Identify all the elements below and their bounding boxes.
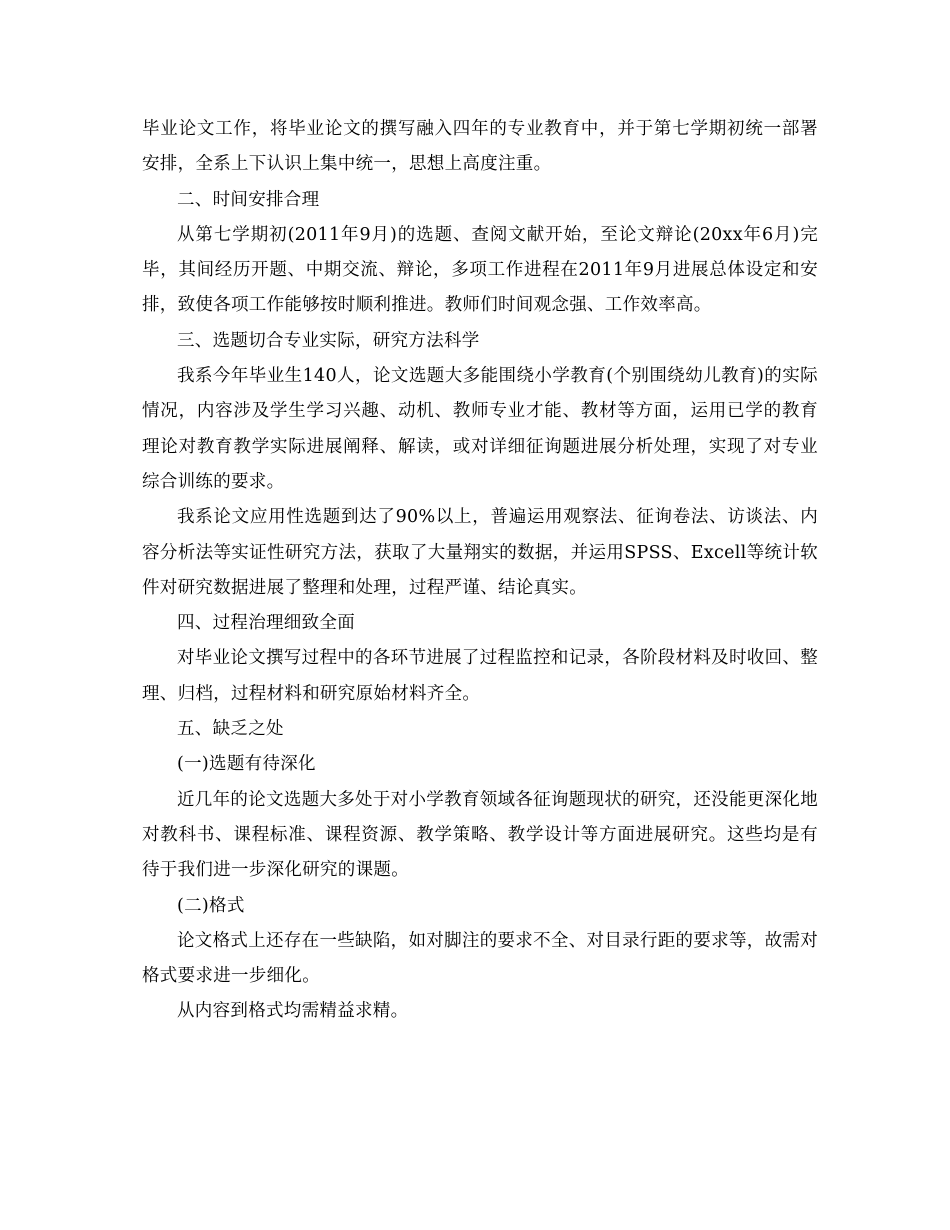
paragraph-time-arrangement: 从第七学期初(2011年9月)的选题、查阅文献开始，至论文辩论(20xx年6月)完毕，其间经历开题、中期交流、辩论，多项工作进程在2011年9月进展总体设定和安排，致使各项工作能够按时顺利推进。教师们时间观念强、工作效率高。 xyxy=(142,224,818,316)
document-body xyxy=(142,112,818,1030)
paragraph-process-management: 对毕业论文撰写过程中的各环节进展了过程监控和记录，各阶段材料及时收回、整理、归档，过程材料和研究原始材料齐全。 xyxy=(142,648,818,704)
section-heading-shortcomings: 五、缺乏之处 xyxy=(177,719,284,740)
subsection-heading-format: (二)格式 xyxy=(177,895,245,916)
paragraph-format: 论文格式上还存在一些缺陷，如对脚注的要求不全、对目录行距的要求等，故需对格式要求进一步细化。 xyxy=(142,930,818,987)
paragraph-topic-deepening: 近几年的论文选题大多处于对小学教育领域各征询题现状的研究，还没能更深化地对教科书、课程标准、课程资源、教学策略、教学设计等方面进展研究。这些均是有待于我们进一步深化研究的课题。 xyxy=(142,789,818,881)
paragraph-intro-continuation: 毕业论文工作，将毕业论文的撰写融入四年的专业教育中，并于第七学期初统一部署安排，全系上下认识上集中统一，思想上高度注重。 xyxy=(142,119,818,175)
section-heading-process-management: 四、过程治理细致全面 xyxy=(177,613,355,634)
section-heading-time-arrangement: 二、时间安排合理 xyxy=(177,189,320,210)
paragraph-topic-selection: 我系今年毕业生140人，论文选题大多能围绕小学教育(个别围绕幼儿教育)的实际情况，内容涉及学生学习兴趣、动机、教师专业才能、教材等方面，运用已学的教育理论对教育教学实际进展阐释、解读，或对详细征询题进展分析处理，实现了对专业综合训练的要求。 xyxy=(142,366,818,492)
section-heading-topic-selection: 三、选题切合专业实际，研究方法科学 xyxy=(177,330,480,351)
paragraph-research-methods: 我系论文应用性选题到达了90%以上，普遍运用观察法、征询卷法、访谈法、内容分析法等实证性研究方法，获取了大量翔实的数据，并运用SPSS、Excell等统计软件对研究数据进展了整理和处理，过程严谨、结论真实。 xyxy=(142,507,818,598)
subsection-heading-topic-deepening: (一)选题有待深化 xyxy=(177,754,316,775)
paragraph-closing: 从内容到格式均需精益求精。 xyxy=(177,1001,409,1022)
